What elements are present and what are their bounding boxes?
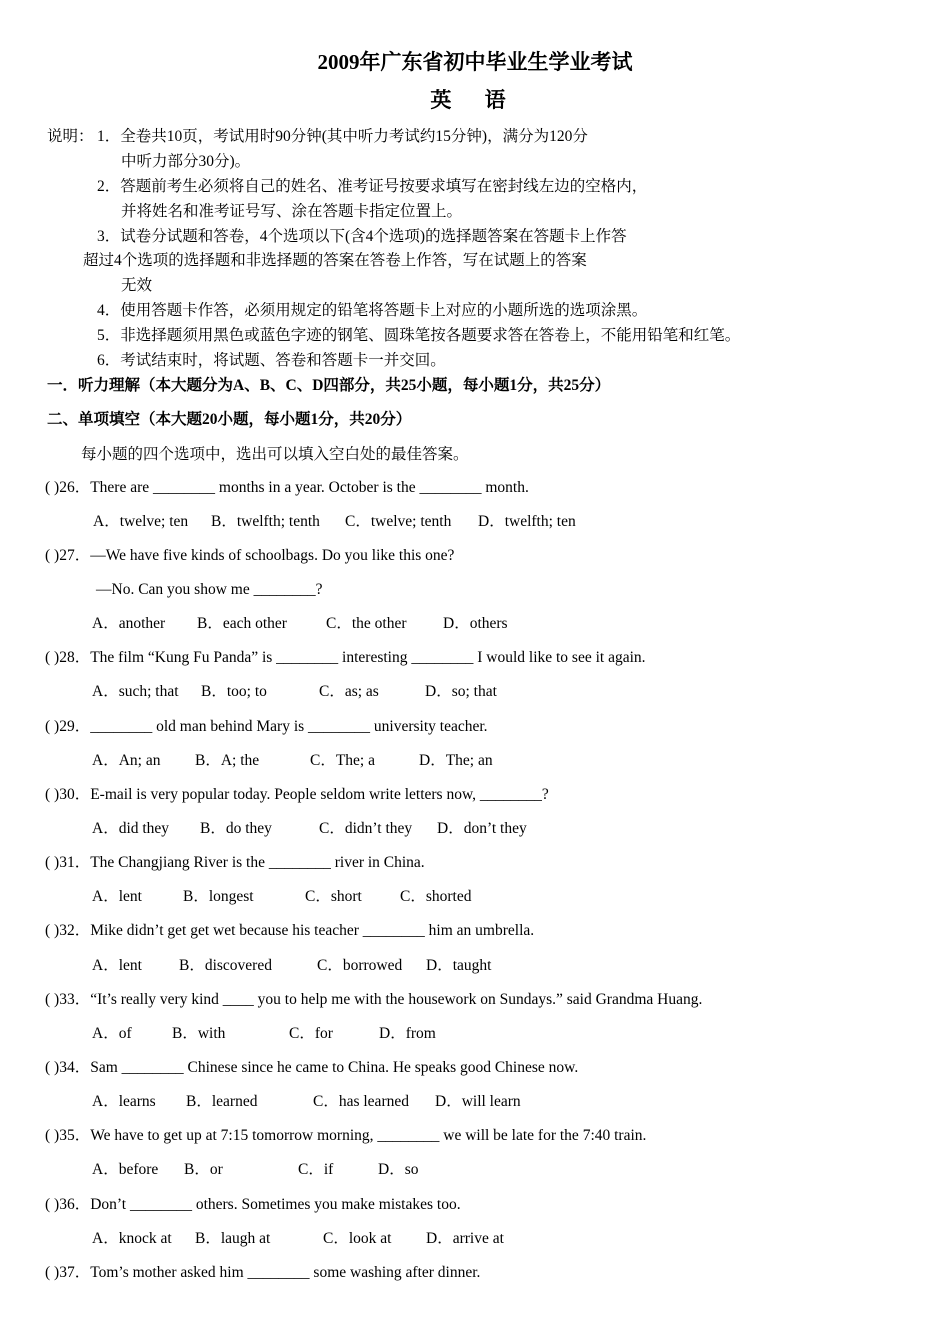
option-b: B．learned: [186, 1093, 258, 1110]
option-b: B．each other: [197, 615, 287, 632]
question-stem: The film “Kung Fu Panda” is ________ interesting ________ I would like to see it again.: [90, 649, 646, 666]
option-a: A．such; that: [92, 683, 179, 700]
option-d: D．will learn: [435, 1093, 521, 1110]
section-intro: 每小题的四个选项中，选出可以填入空白处的最佳答案。: [81, 446, 469, 463]
option-c: C．look at: [323, 1230, 392, 1247]
question-stem: Sam ________ Chinese since he came to China. He speaks good Chinese now.: [90, 1059, 579, 1076]
question-number: ( )33．: [45, 991, 91, 1008]
instruction-line: 5．非选择题须用黑色或蓝色字迹的钢笔、圆珠笔按各题要求答在答卷上，不能用铅笔和红笔。: [97, 327, 741, 344]
option-a: A．knock at: [92, 1230, 172, 1247]
question-stem: —We have five kinds of schoolbags. Do you like this one?: [90, 547, 455, 564]
option-d: D．don’t they: [437, 820, 527, 837]
question-number: ( )30．: [45, 786, 91, 803]
question-number: ( )29．: [45, 718, 91, 735]
question-number: ( )26．: [45, 479, 91, 496]
option-b: B．with: [172, 1025, 226, 1042]
question-stem: ________ old man behind Mary is ________ university teacher.: [90, 718, 488, 735]
option-b: B．longest: [183, 888, 254, 905]
instruction-line: 3．试卷分试题和答卷，4个选项以下(含4个选项)的选择题答案在答题卡上作答: [97, 228, 627, 245]
option-c: C．borrowed: [317, 957, 403, 974]
option-d: D．arrive at: [426, 1230, 504, 1247]
option-c: C．the other: [326, 615, 407, 632]
option-d: C．shorted: [400, 888, 472, 905]
option-d: D．The; an: [419, 752, 493, 769]
question-number: ( )31．: [45, 854, 91, 871]
question-stem: There are ________ months in a year. October is the ________ month.: [90, 479, 529, 496]
question-number: ( )32．: [45, 922, 91, 939]
option-d: D．so: [378, 1161, 419, 1178]
instruction-line: 2．答题前考生必须将自己的姓名、准考证号按要求填写在密封线左边的空格内，: [97, 178, 648, 195]
instruction-line: 中听力部分30分)。: [121, 153, 251, 170]
option-b: B．too; to: [201, 683, 267, 700]
instruction-line: 无效: [121, 277, 153, 294]
question-number: ( )36．: [45, 1196, 91, 1213]
instructions-label: 说明：: [47, 128, 94, 145]
option-a: A．of: [92, 1025, 132, 1042]
question-stem: Don’t ________ others. Sometimes you make mistakes too.: [90, 1196, 461, 1213]
option-c: C．for: [289, 1025, 333, 1042]
exam-subject: 英 语: [430, 88, 520, 112]
option-d: D．twelfth; ten: [478, 513, 576, 530]
question-number: ( )27．: [45, 547, 91, 564]
option-b: B．A; the: [195, 752, 260, 769]
option-a: A．lent: [92, 957, 142, 974]
question-stem: Tom’s mother asked him ________ some washing after dinner.: [90, 1264, 481, 1281]
option-d: D．taught: [426, 957, 492, 974]
question-number: ( )34．: [45, 1059, 91, 1076]
instruction-line: 4．使用答题卡作答，必须用规定的铅笔将答题卡上对应的小题所选的选项涂黑。: [97, 302, 648, 319]
question-stem: The Changjiang River is the ________ river in China.: [90, 854, 425, 871]
question-stem: E-mail is very popular today. People seldom write letters now, ________?: [90, 786, 549, 803]
exam-title: 2009年广东省初中毕业生学业考试: [317, 50, 633, 74]
option-b: B．do they: [200, 820, 272, 837]
instruction-line: 超过4个选项的选择题和非选择题的答案在答卷上作答，写在试题上的答案: [83, 252, 587, 269]
section-heading-single-choice: 二、单项填空（本大题20小题，每小题1分，共20分）: [47, 411, 412, 428]
option-c: C．has learned: [313, 1093, 409, 1110]
question-number: ( )35．: [45, 1127, 91, 1144]
option-a: A．did they: [92, 820, 170, 837]
option-c: C．short: [305, 888, 362, 905]
option-d: D．from: [379, 1025, 436, 1042]
question-stem-line2: —No. Can you show me ________?: [96, 581, 323, 598]
section-heading-listening: 一．听力理解（本大题分为A、B、C、D四部分，共25小题，每小题1分，共25分）: [47, 377, 611, 394]
option-b: B．or: [184, 1161, 223, 1178]
option-a: A．lent: [92, 888, 142, 905]
option-a: A．another: [92, 615, 166, 632]
question-number: ( )37．: [45, 1264, 91, 1281]
option-b: B．discovered: [179, 957, 272, 974]
option-b: B．laugh at: [195, 1230, 271, 1247]
option-b: B．twelfth; tenth: [211, 513, 320, 530]
instruction-line: 并将姓名和准考证号写、涂在答题卡指定位置上。: [121, 203, 463, 220]
question-stem: Mike didn’t get get wet because his teacher ________ him an umbrella.: [90, 922, 535, 939]
option-c: C．The; a: [310, 752, 375, 769]
instruction-line: 6．考试结束时，将试题、答卷和答题卡一并交回。: [97, 352, 446, 369]
option-d: D．so; that: [425, 683, 497, 700]
option-c: C．twelve; tenth: [345, 513, 452, 530]
option-a: A．An; an: [92, 752, 161, 769]
option-d: D．others: [443, 615, 508, 632]
option-a: A．twelve; ten: [93, 513, 189, 530]
option-a: A．learns: [92, 1093, 156, 1110]
option-c: C．if: [298, 1161, 334, 1178]
option-c: C．as; as: [319, 683, 379, 700]
option-c: C．didn’t they: [319, 820, 413, 837]
option-a: A．before: [92, 1161, 159, 1178]
question-stem: We have to get up at 7:15 tomorrow morning, ________ we will be late for the 7:40 train.: [90, 1127, 647, 1144]
instruction-line: 1．全卷共10页，考试用时90分钟(其中听力考试约15分钟)，满分为120分: [97, 128, 588, 145]
question-stem: “It’s really very kind ____ you to help me with the housework on Sundays.” said Grandma Huang.: [90, 991, 703, 1008]
question-number: ( )28．: [45, 649, 91, 666]
